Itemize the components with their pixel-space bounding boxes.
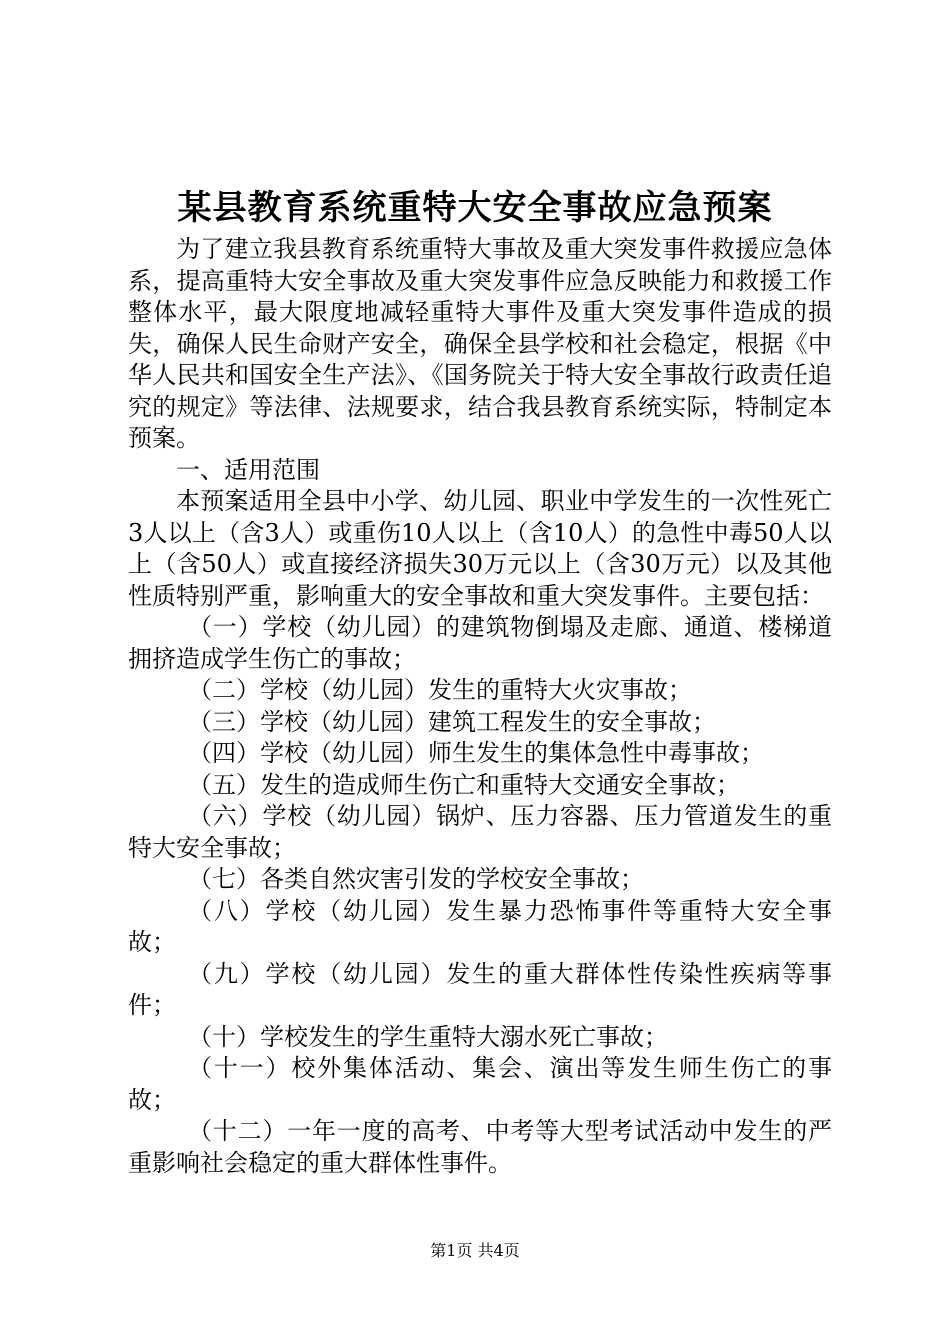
scope-item: （十）学校发生的学生重特大溺水死亡事故；: [188, 1022, 668, 1051]
document-body: [128, 234, 832, 1179]
scope-item: （六）学校（幼儿园）锅炉、压力容器、压力管道发生的重特大安全事故；: [128, 802, 832, 862]
scope-item: （二）学校（幼儿园）发生的重特大火灾事故；: [188, 676, 692, 704]
document-title: 某县教育系统重特大安全事故应急预案: [177, 188, 773, 228]
scope-item: （八）学校（幼儿园）发生暴力恐怖事件等重特大安全事故；: [128, 896, 832, 956]
scope-item: （五）发生的造成师生伤亡和重特大交通安全事故；: [188, 770, 740, 799]
scope-item: （七）各类自然灾害引发的学校安全事故；: [188, 865, 644, 893]
scope-item: （三）学校（幼儿园）建筑工程发生的安全事故；: [188, 707, 716, 736]
section-heading-scope: 一、适用范围: [176, 455, 320, 484]
scope-item: （十二）一年一度的高考、中考等大型考试活动中发生的严重影响社会稳定的重大群体性事件。: [128, 1117, 832, 1177]
scope-paragraph: 本预案适用全县中小学、幼儿园、职业中学发生的一次性死亡3人以上（含3人）或重伤10人以上（含10人）的急性中毒50人以上（含50人）或直接经济损失30万元以上（含30万元）以及其他性质特别严重，影响重大的安全事故和重大突发事件。主要包括：: [128, 487, 832, 610]
page-footer: 第1页 共4页: [430, 1241, 520, 1260]
scope-item: （一）学校（幼儿园）的建筑物倒塌及走廊、通道、楼梯道拥挤造成学生伤亡的事故；: [128, 613, 832, 673]
scope-item: （四）学校（幼儿园）师生发生的集体急性中毒事故；: [188, 739, 764, 767]
scope-item: （十一）校外集体活动、集会、演出等发生师生伤亡的事故；: [128, 1054, 832, 1114]
scope-item: （九）学校（幼儿园）发生的重大群体性传染性疾病等事件；: [128, 959, 832, 1019]
intro-paragraph: 为了建立我县教育系统重特大事故及重大突发事件救援应急体系，提高重特大安全事故及重大突发事件应急反映能力和救援工作整体水平，最大限度地减轻重特大事件及重大突发事件造成的损失，确保人民生命财产安全，确保全县学校和社会稳定，根据《中华人民共和国安全生产法》、《国务院关于特大安全事故行政责任追究的规定》等法律、法规要求，结合我县教育系统实际，特制定本预案。: [128, 235, 832, 452]
